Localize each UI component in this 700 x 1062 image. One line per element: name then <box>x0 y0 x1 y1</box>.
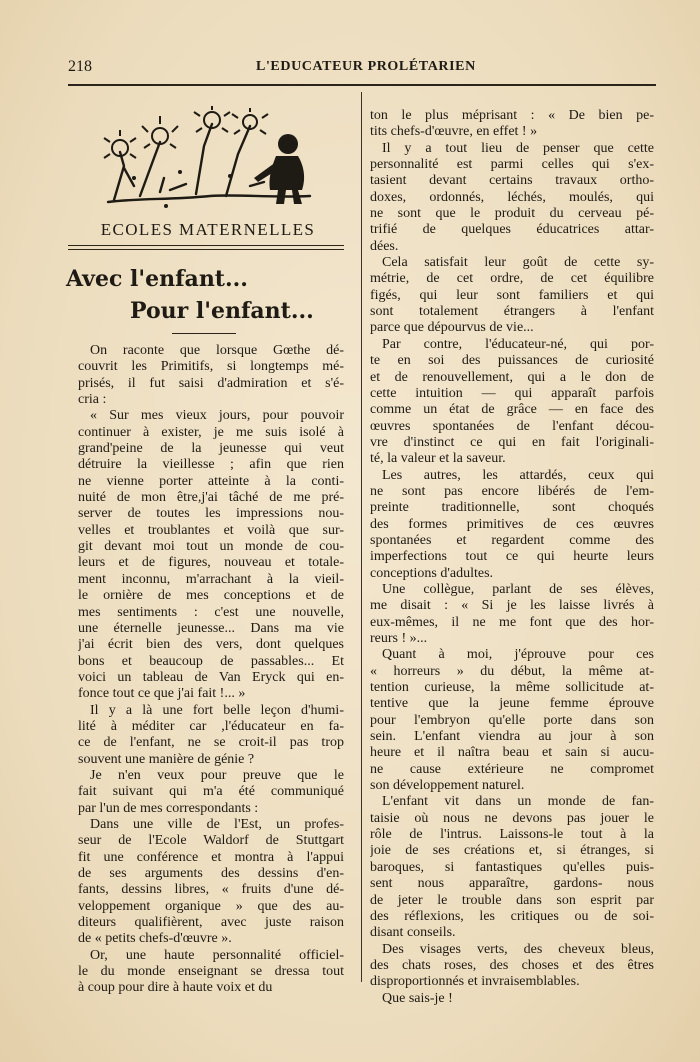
text-line: joie de ses créations et, si étranges, si <box>370 843 654 859</box>
text-line: Dans une ville de l'Est, un profes- <box>90 816 344 832</box>
paragraph <box>78 948 344 997</box>
text-line: une éternelle jeunesse... Dans ma vie <box>78 620 344 636</box>
text-line: des formes primitives de ces œuvres <box>370 516 654 532</box>
text-line: figés, qui leur sont familiers et qui <box>370 287 654 303</box>
text-line: ne sont que le produit du cerveau pé- <box>370 206 654 222</box>
text-line: veloppement organique » que des au- <box>78 898 344 914</box>
text-line: parce que dépourvus de vie... <box>370 320 534 336</box>
headline-rule <box>172 333 236 334</box>
text-line: grand'peine de la jeunesse qui veut <box>78 441 344 457</box>
text-line: couvrit les Primitifs, si longtemps mé- <box>78 359 344 375</box>
text-line: Je n'en veux pour preuve que le <box>90 767 344 783</box>
paragraph <box>370 337 654 468</box>
text-line: tention curieuse, la même sollicitude at- <box>370 680 654 696</box>
text-line: trifié de quelques éducatrices attar- <box>370 222 654 238</box>
text-line: te en soi des puissances de curiosité <box>370 353 654 369</box>
text-line: cette intuition — qui apparaît parfois <box>370 385 654 401</box>
text-line: spontanées et regardent comme des <box>370 532 654 548</box>
text-line: leurs et de figures, nouveau et totale- <box>78 555 344 571</box>
left-column <box>78 343 344 997</box>
text-line: fit une conférence et montra à l'appui <box>78 849 344 865</box>
text-line: git devant moi tout un monde de cou- <box>78 539 344 555</box>
headline-line-2: Pour l'enfant... <box>130 298 314 324</box>
text-line: vre d'instinct ce qui en fait l'originali- <box>370 434 654 450</box>
text-line: de « petits chefs-d'œuvre ». <box>78 931 232 947</box>
text-line: le du monde enseignant se dressa tout <box>78 964 344 980</box>
text-line: Il y a là une fort belle leçon d'humi- <box>90 702 344 718</box>
text-line: Des visages verts, des cheveux bleus, <box>382 941 654 957</box>
text-line: des réflexions, les critiques ou de soi- <box>370 908 654 924</box>
text-line: dées. <box>370 238 399 254</box>
paragraph <box>370 255 654 337</box>
text-line: sont totalement étrangers à l'enfant <box>370 304 654 320</box>
text-line: Il y a tout lieu de penser que cette <box>382 140 654 156</box>
paragraph <box>78 768 344 817</box>
text-line: souvent une manière de génie ? <box>78 751 255 767</box>
text-line: doxes, ordonnés, léchés, moulés, qui <box>370 189 654 205</box>
child-with-flowers-illustration <box>100 106 320 212</box>
paragraph <box>370 108 654 141</box>
paragraph <box>370 794 654 941</box>
text-line: me disait : « Si je les laisse livrés à <box>370 598 654 614</box>
text-line: disant conseils. <box>370 925 456 941</box>
text-line: Quant à moi, j'éprouve pour ces <box>382 647 654 663</box>
text-line: tits chefs-d'œuvre, en effet ! » <box>370 124 538 140</box>
text-line: disproportionnés et invraisemblables. <box>370 974 580 990</box>
text-line: comme un état de grâce — en face des <box>370 402 654 418</box>
section-rule <box>68 245 344 246</box>
paragraph <box>370 991 654 1007</box>
text-line: Or, une haute personnalité officiel- <box>90 947 344 963</box>
text-line: Une collègue, parlant de ses élèves, <box>382 581 654 597</box>
text-line: personnalité est parmi celles qui s'ex- <box>370 157 654 173</box>
text-line: des chats roses, des choses et des êtres <box>370 957 654 973</box>
section-rule <box>68 249 344 250</box>
text-line: diteurs qualifièrent, avec juste raison <box>78 915 344 931</box>
text-line: Les autres, les attardés, ceux qui <box>382 467 654 483</box>
text-line: de jeter le trouble dans son esprit par <box>370 892 654 908</box>
text-line: prisés, il fut saisi d'admiration et s'é- <box>78 375 344 391</box>
text-line: baroques, si fantastiques qu'elles puis- <box>370 859 654 875</box>
text-line: sent nous apparaître, gardons- nous <box>370 876 654 892</box>
text-line: server de toutes les impressions nou- <box>78 506 344 522</box>
text-line: métrie, de cet ordre, de cet équilibre <box>370 271 654 287</box>
text-line: té, la valeur et la saveur. <box>370 451 506 467</box>
text-line: nuité de mon être,j'ai tâché de me pré- <box>78 490 344 506</box>
paragraph <box>78 703 344 768</box>
section-title: ECOLES MATERNELLES <box>100 220 316 239</box>
text-line: « horreurs » du début, la même at- <box>370 663 654 679</box>
text-line: rôle de l'intrus. Laissons-le tout à la <box>370 827 654 843</box>
text-line: fonce tout ce que j'ai fait !... » <box>78 686 246 702</box>
text-line: tentive que la jeune femme éprouve <box>370 696 654 712</box>
text-line: mes sentiments : c'est une nouvelle, <box>78 604 344 620</box>
right-column <box>370 108 654 1007</box>
text-line: et de renouvellement, qui a le don de <box>370 369 654 385</box>
text-line: eux-mêmes, il ne me font que des hor- <box>370 614 654 630</box>
page-number: 218 <box>68 58 92 75</box>
text-line: tasient devant certains travaux ortho- <box>370 173 654 189</box>
text-line: fants, dessins libres, « fruits d'une dé- <box>78 882 344 898</box>
paragraph <box>78 408 344 702</box>
text-line: cria : <box>78 392 107 408</box>
text-line: fait suivant qui m'a été communiqué <box>78 784 344 800</box>
paragraph <box>370 468 654 582</box>
page-header <box>68 58 656 82</box>
header-rule <box>68 84 656 86</box>
text-line: à coup pour dire à haute voix et du <box>78 980 273 996</box>
text-line: pour l'embryon qu'elle porte dans son <box>370 712 654 728</box>
text-line: taisie où nous ne devons pas jouer le <box>370 810 654 826</box>
text-line: sein. L'enfant viendra au jour à son <box>370 729 654 745</box>
paragraph <box>370 141 654 255</box>
paragraph <box>78 343 344 408</box>
text-line: reurs ! »... <box>370 631 428 646</box>
text-line: bons et beaucoup de passables... Et <box>78 653 344 669</box>
text-line: Que sais-je ! <box>382 990 453 1006</box>
text-line: Par contre, l'éducateur-né, qui por- <box>382 336 654 352</box>
text-line: ne cause extérieure ne compromet <box>370 761 654 777</box>
text-line: preinte traditionnelle, sont choqués <box>370 500 654 516</box>
text-line: ton le plus méprisant : « De bien pe- <box>370 108 654 123</box>
text-line: lité à méditer car ,l'éducateur en fa- <box>78 718 344 734</box>
paragraph <box>370 942 654 991</box>
paragraph <box>78 817 344 948</box>
text-line: « Sur mes vieux jours, pour pouvoir <box>90 408 344 424</box>
paragraph <box>370 647 654 794</box>
text-line: heure et il naîtra beau et sain si aucu- <box>370 745 654 761</box>
text-line: On raconte que lorsque Gœthe dé- <box>90 343 344 358</box>
text-line: j'ai écrit bien des vers, dont quelques <box>78 637 344 653</box>
column-divider <box>361 92 362 982</box>
text-line: ce de l'enfant, ne se croit-il pas trop <box>78 735 344 751</box>
text-line: Cela satisfait leur goût de cette sy- <box>382 255 654 271</box>
text-line: L'enfant vit dans un monde de fan- <box>382 794 654 810</box>
text-line: seur de l'Ecole Waldorf de Stuttgart <box>78 833 344 849</box>
text-line: de ses arguments des dessins d'en- <box>78 866 344 881</box>
text-line: continuer à exister, je me suis isolé à <box>78 424 344 440</box>
text-line: son développement naturel. <box>370 778 525 794</box>
paragraph <box>370 582 654 647</box>
text-line: conceptions d'adultes. <box>370 565 494 581</box>
text-line: velles et troublantes et voilà que sur- <box>78 522 344 538</box>
text-line: voici un tableau de Van Eryck qui en- <box>78 669 344 685</box>
text-line: le ornière de mes conceptions et de <box>78 588 344 604</box>
text-line: par l'un de mes correspondants : <box>78 800 259 816</box>
running-title: L'EDUCATEUR PROLÉTARIEN <box>256 59 476 74</box>
text-line: ne vienne porter atteinte à la conti- <box>78 473 344 489</box>
text-line: détruire la vieillesse ; afin que rien <box>78 457 344 473</box>
headline-line-1: Avec l'enfant... <box>66 266 248 292</box>
text-line: imperfections tout ce qui heurte leurs <box>370 549 654 565</box>
text-line: ment inconnu, m'arrachant à la vieil- <box>78 571 344 587</box>
text-line: ne sont pas encore libérés de l'em- <box>370 483 654 499</box>
text-line: œuvres spontanées de l'enfant décou- <box>370 418 654 434</box>
